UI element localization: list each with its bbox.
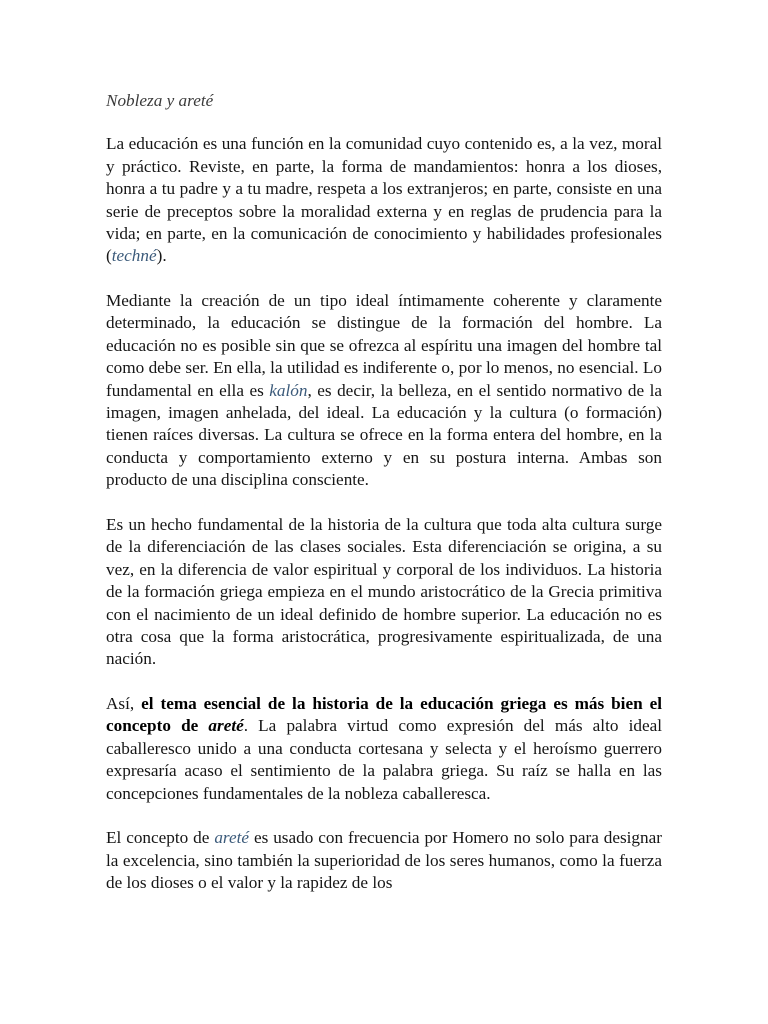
- paragraph-5: [106, 827, 662, 894]
- text-run: ).: [156, 246, 167, 266]
- emphasis-bold: el tema esencial de la historia de la educación griega es más bien el concepto de: [106, 693, 662, 736]
- term-arete-bold: areté: [208, 716, 244, 736]
- paragraph-1: [106, 133, 662, 267]
- document-page: [106, 90, 662, 917]
- paragraph-3: [106, 514, 662, 671]
- term-kalon: kalón: [269, 380, 308, 400]
- paragraph-4: [106, 693, 662, 805]
- text-run: es usado con frecuencia por Homero no solo para designar la excelencia, sino también la superioridad de los seres humanos, como la fuerza de los dioses o el valor y la rapidez de los: [106, 828, 662, 892]
- paragraph-2: [106, 290, 662, 492]
- term-techne: techné: [111, 246, 157, 266]
- text-run: . La palabra virtud como expresión del más alto ideal caballeresco unido a una conducta cortesana y selecta y el heroísmo guerrero expresaría acaso el sentimiento de la palabra griega. Su raíz se halla en las concepciones fundamentales de la nobleza caballeresca.: [106, 716, 662, 803]
- term-arete: areté: [214, 828, 250, 848]
- text-run: Es un hecho fundamental de la historia de la cultura que toda alta cultura surge de la diferenciación de las clases sociales. Esta diferenciación se origina, a su vez, en la diferencia de valor espiritual y corporal de los individuos. La historia de la formación griega empieza en el mundo aristocrático de la Grecia primitiva con el nacimiento de un ideal definido de hombre superior. La educación no es otra cosa que la forma aristocrática, progresivamente espiritualizada, de una nación.: [106, 514, 662, 669]
- text-run: Mediante la creación de un tipo ideal íntimamente coherente y claramente determinado, la educación se distingue de la formación del hombre. La educación no es posible sin que se ofrezca al espíritu una imagen del hombre tal como debe ser. En ella, la utilidad es indiferente o, por lo menos, no esencial. Lo fundamental en ella es: [106, 291, 662, 400]
- text-run: La educación es una función en la comunidad cuyo contenido es, a la vez, moral y práctico. Reviste, en parte, la forma de mandamientos: honra a los dioses, honra a tu padre y a tu madre, respeta a los extranjeros; en parte, consiste en una serie de preceptos sobre la moralidad externa y en reglas de prudencia para la vida; en parte, en la comunicación de conocimiento y habilidades profesionales (: [106, 134, 662, 266]
- text-run: El concepto de: [106, 828, 215, 848]
- document-title: Nobleza y areté: [106, 91, 214, 110]
- text-run: , es decir, la belleza, en el sentido normativo de la imagen, imagen anhelada, del ideal. La educación y la cultura (o formación) tienen raíces diversas. La cultura se ofrece en la forma entera del hombre, en la conducta y comportamiento externo y en su postura interna. Ambas son producto de una disciplina consciente.: [106, 380, 662, 490]
- text-run: Así,: [106, 693, 142, 713]
